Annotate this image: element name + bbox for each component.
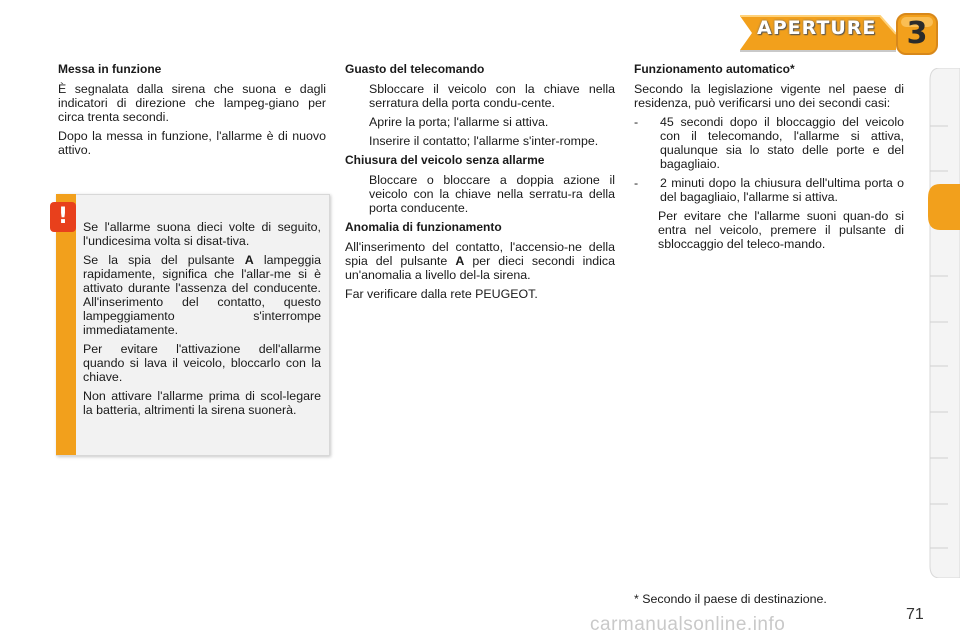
button-label-a: A xyxy=(455,254,465,268)
exclamation-icon: ! xyxy=(50,202,76,232)
heading-anomalia-funzionamento: Anomalia di funzionamento xyxy=(345,220,502,234)
list-item xyxy=(345,115,615,129)
dash-marker: - xyxy=(634,115,639,129)
item-text: 45 secondi dopo il bloccaggio del veicolo con il telecomando, l'allarme si attiva, qualunque sia lo stato delle porte e del bagagliaio. xyxy=(660,115,904,171)
heading-funzionamento-automatico: Funzionamento automatico* xyxy=(634,62,795,76)
paragraph: Far verificare dalla rete PEUGEOT. xyxy=(345,287,538,301)
dash-marker: - xyxy=(634,176,639,190)
text-span: All'inserimento del contatto, l'accensio-ne della spia del pulsante xyxy=(345,240,615,268)
note-paragraph: Non attivare l'allarme prima di scol-legare la batteria, altrimenti la sirena suonerà. xyxy=(83,389,321,417)
item-text: Per evitare che l'allarme suoni quan-do si entra nel veicolo, premere il pulsante di sbloccaggio del teleco-mando. xyxy=(658,209,904,251)
list-item xyxy=(345,134,615,148)
list-item xyxy=(634,209,904,251)
list-item xyxy=(345,82,615,110)
item-text: Aprire la porta; l'allarme si attiva. xyxy=(369,115,549,129)
button-label-a: A xyxy=(244,253,254,267)
text-span: Se la spia del pulsante xyxy=(83,253,245,267)
list-item xyxy=(345,173,615,215)
chapter-tabs xyxy=(926,68,960,578)
watermark: carmanualsonline.info xyxy=(590,614,786,635)
column-right xyxy=(634,62,904,256)
paragraph: Secondo la legislazione vigente nel paese di residenza, può verificarsi uno dei secondi casi: xyxy=(634,82,904,110)
chapter-title: APERTURE xyxy=(757,17,877,39)
heading-guasto-telecomando: Guasto del telecomando xyxy=(345,62,485,76)
item-text: Inserire il contatto; l'allarme s'inter-rompe. xyxy=(369,134,599,148)
note-paragraph: Per evitare l'attivazione dell'allarme quando si lava il veicolo, bloccarlo con la chiave. xyxy=(83,342,321,384)
list-item xyxy=(634,176,904,204)
note-paragraph xyxy=(83,253,321,337)
paragraph xyxy=(345,240,615,282)
item-text: 2 minuti dopo la chiusura dell'ultima porta o del bagagliaio, l'allarme si attiva. xyxy=(660,176,904,204)
page-number: 71 xyxy=(906,606,924,623)
paragraph: Dopo la messa in funzione, l'allarme è di nuovo attivo. xyxy=(58,129,326,157)
list-item xyxy=(634,115,904,171)
paragraph: È segnalata dalla sirena che suona e dagli indicatori di direzione che lampeg-giano per circa trenta secondi. xyxy=(58,82,326,124)
chapter-number: 3 xyxy=(906,16,928,51)
text-span: per dieci secondi indica un'anomalia a livello del-la sirena. xyxy=(345,254,615,282)
warning-note-text xyxy=(83,220,321,422)
column-left xyxy=(58,62,326,162)
heading-messa-in-funzione: Messa in funzione xyxy=(58,62,162,76)
footnote: * Secondo il paese di destinazione. xyxy=(634,592,827,606)
text-span: lampeggia rapidamente, significa che l'allar-me si è attivato durante l'assenza del conducente. All'inserimento del contatto, questo lampeggiamento s'interrompe immediatamente. xyxy=(83,253,322,337)
item-text: Bloccare o bloccare a doppia azione il veicolo con la chiave nella serratu-ra della porta conducente. xyxy=(369,173,615,215)
column-middle xyxy=(345,62,615,306)
heading-chiusura-senza-allarme: Chiusura del veicolo senza allarme xyxy=(345,153,545,167)
warning-note-bar xyxy=(56,194,76,455)
note-paragraph: Se l'allarme suona dieci volte di seguito, l'undicesima volta si disat-tiva. xyxy=(83,220,321,248)
item-text: Sbloccare il veicolo con la chiave nella serratura della porta condu-cente. xyxy=(369,82,615,110)
